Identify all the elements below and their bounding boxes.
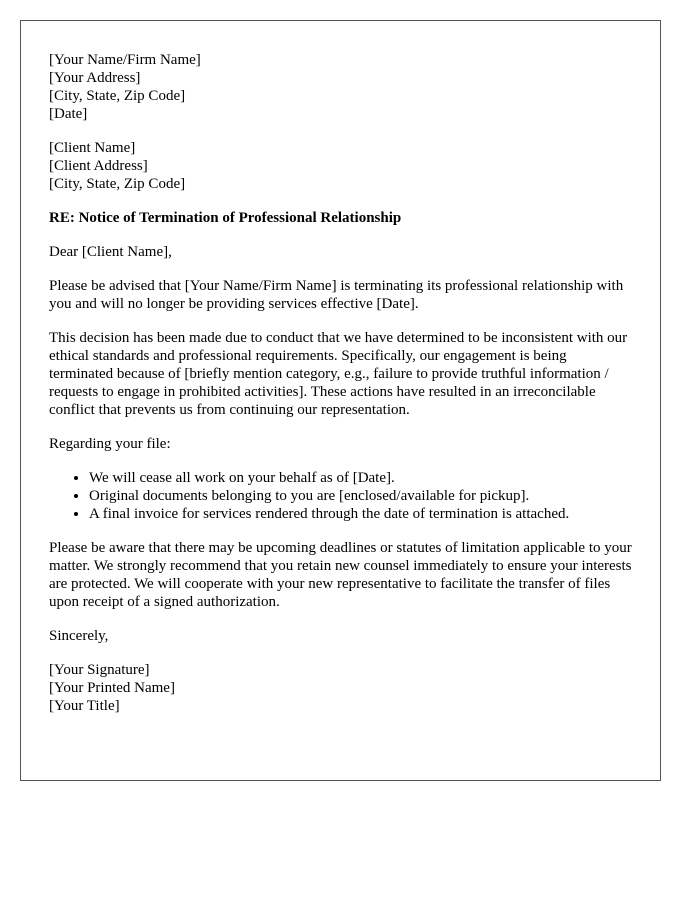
letter-page bbox=[20, 20, 661, 781]
list-item: • Original documents belonging to you are [enclosed/available for pickup]. bbox=[89, 487, 632, 505]
printed-name: [Your Printed Name] bbox=[49, 680, 175, 696]
paragraph-termination-notice: Please be advised that [Your Name/Firm Name] is terminating its professional relationship with you and will no longer be providing services effective [Date]. bbox=[49, 278, 624, 312]
signer-title: [Your Title] bbox=[49, 698, 120, 714]
sender-block bbox=[49, 51, 632, 123]
recipient-city-state-zip: [City, State, Zip Code] bbox=[49, 176, 186, 192]
list-item: • We will cease all work on your behalf as of [Date]. bbox=[89, 469, 632, 487]
letter-date: [Date] bbox=[49, 106, 88, 122]
paragraph-deadlines: Please be aware that there may be upcoming deadlines or statutes of limitation applicable to your matter. We strongly recommend that you retain new counsel immediately to ensure your interests are protected. We will cooperate with your new representative to facilitate the transfer of files upon receipt of a signed authorization. bbox=[49, 540, 632, 610]
subject-line: RE: Notice of Termination of Professional Relationship bbox=[49, 210, 402, 226]
recipient-name: [Client Name] bbox=[49, 140, 136, 156]
sender-address: [Your Address] bbox=[49, 70, 141, 86]
recipient-address: [Client Address] bbox=[49, 158, 148, 174]
closing: Sincerely, bbox=[49, 628, 109, 644]
paragraph-reason: This decision has been made due to conduct that we have determined to be inconsistent with our ethical standards and professional requirements. Specifically, our engagement is being terminated because of [briefly mention category, e.g., failure to provide truthful information / requests to engage in prohibited activities]. These actions have resulted in an irreconcilable conflict that prevents us from continuing our representation. bbox=[49, 330, 628, 418]
sender-city-state-zip: [City, State, Zip Code] bbox=[49, 88, 186, 104]
list-item: • A final invoice for services rendered through the date of termination is attached. bbox=[89, 505, 632, 523]
file-items-list bbox=[49, 469, 632, 523]
signature-block bbox=[49, 661, 632, 715]
signature-line: [Your Signature] bbox=[49, 662, 150, 678]
salutation: Dear [Client Name], bbox=[49, 244, 172, 260]
paragraph-regarding-file: Regarding your file: bbox=[49, 436, 171, 452]
recipient-block bbox=[49, 139, 632, 193]
sender-name: [Your Name/Firm Name] bbox=[49, 52, 201, 68]
